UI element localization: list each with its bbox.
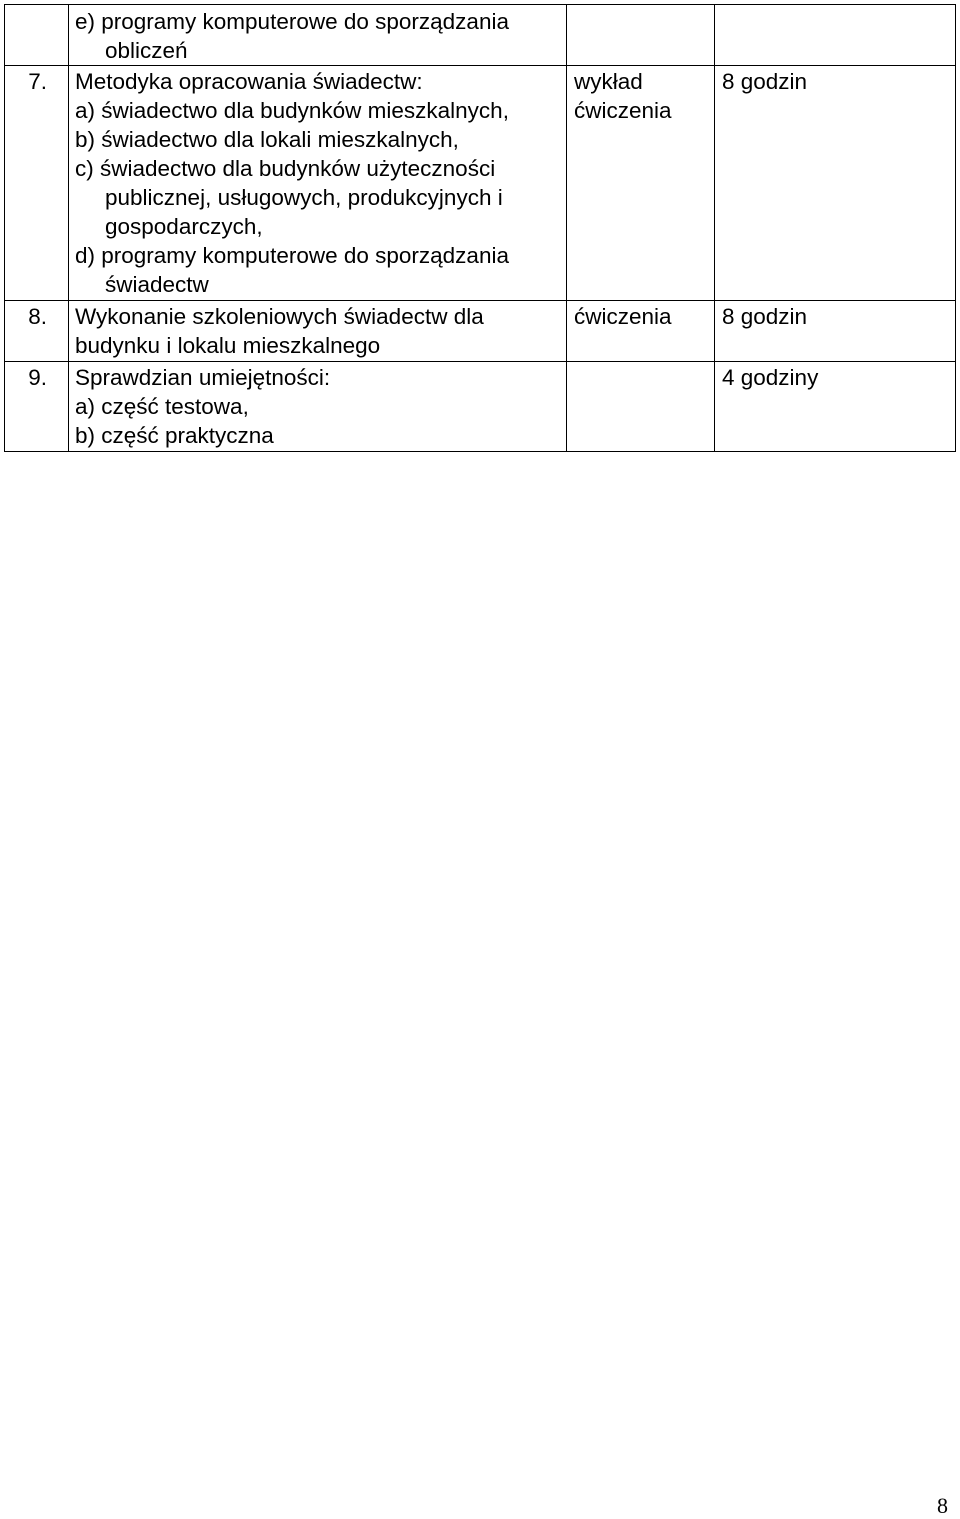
row-number	[5, 5, 68, 6]
table-row	[5, 5, 956, 66]
hours-value: 8 godzin	[722, 304, 808, 329]
form-value: ćwiczenia	[574, 98, 672, 123]
form-cell	[567, 362, 715, 452]
topic-line: świadectw	[105, 272, 209, 297]
row-number: 9.	[28, 365, 47, 390]
form-cell	[567, 5, 715, 66]
row-number: 8.	[28, 304, 47, 329]
topic-line: Metodyka opracowania świadectw:	[75, 69, 423, 94]
hours-value: 8 godzin	[722, 69, 808, 94]
topic-line: a) część testowa,	[75, 394, 249, 419]
topic-line: a) świadectwo dla budynków mieszkalnych,	[75, 98, 509, 123]
hours-cell	[715, 66, 956, 301]
form-value: ćwiczenia	[574, 304, 672, 329]
topic-cell	[69, 5, 567, 66]
table-row	[5, 301, 956, 362]
topic-line: gospodarczych,	[105, 214, 263, 239]
topic-line: budynku i lokalu mieszkalnego	[75, 333, 381, 358]
row-number-cell	[5, 301, 69, 362]
hours-cell	[715, 5, 956, 66]
table-row	[5, 362, 956, 452]
form-value: wykład	[574, 69, 643, 94]
row-number-cell	[5, 5, 69, 66]
topic-cell	[69, 66, 567, 301]
curriculum-table	[4, 4, 956, 452]
topic-cell	[69, 301, 567, 362]
topic-line: Wykonanie szkoleniowych świadectw dla	[75, 304, 484, 329]
form-cell	[567, 66, 715, 301]
table-row	[5, 66, 956, 301]
topic-line: e) programy komputerowe do sporządzania	[75, 9, 509, 34]
topic-line: obliczeń	[105, 38, 188, 63]
hours-value: 4 godziny	[722, 365, 819, 390]
topic-line: b) część praktyczna	[75, 423, 274, 448]
row-number-cell	[5, 66, 69, 301]
row-number: 7.	[28, 69, 47, 94]
topic-line: d) programy komputerowe do sporządzania	[75, 243, 509, 268]
hours-cell	[715, 301, 956, 362]
form-cell	[567, 301, 715, 362]
topic-cell	[69, 362, 567, 452]
page-number: 8	[937, 1493, 948, 1518]
topic-line: publicznej, usługowych, produkcyjnych i	[105, 185, 503, 210]
topic-line: Sprawdzian umiejętności:	[75, 365, 331, 390]
hours-cell	[715, 362, 956, 452]
row-number-cell	[5, 362, 69, 452]
topic-line: b) świadectwo dla lokali mieszkalnych,	[75, 127, 459, 152]
topic-line: c) świadectwo dla budynków użyteczności	[75, 156, 496, 181]
